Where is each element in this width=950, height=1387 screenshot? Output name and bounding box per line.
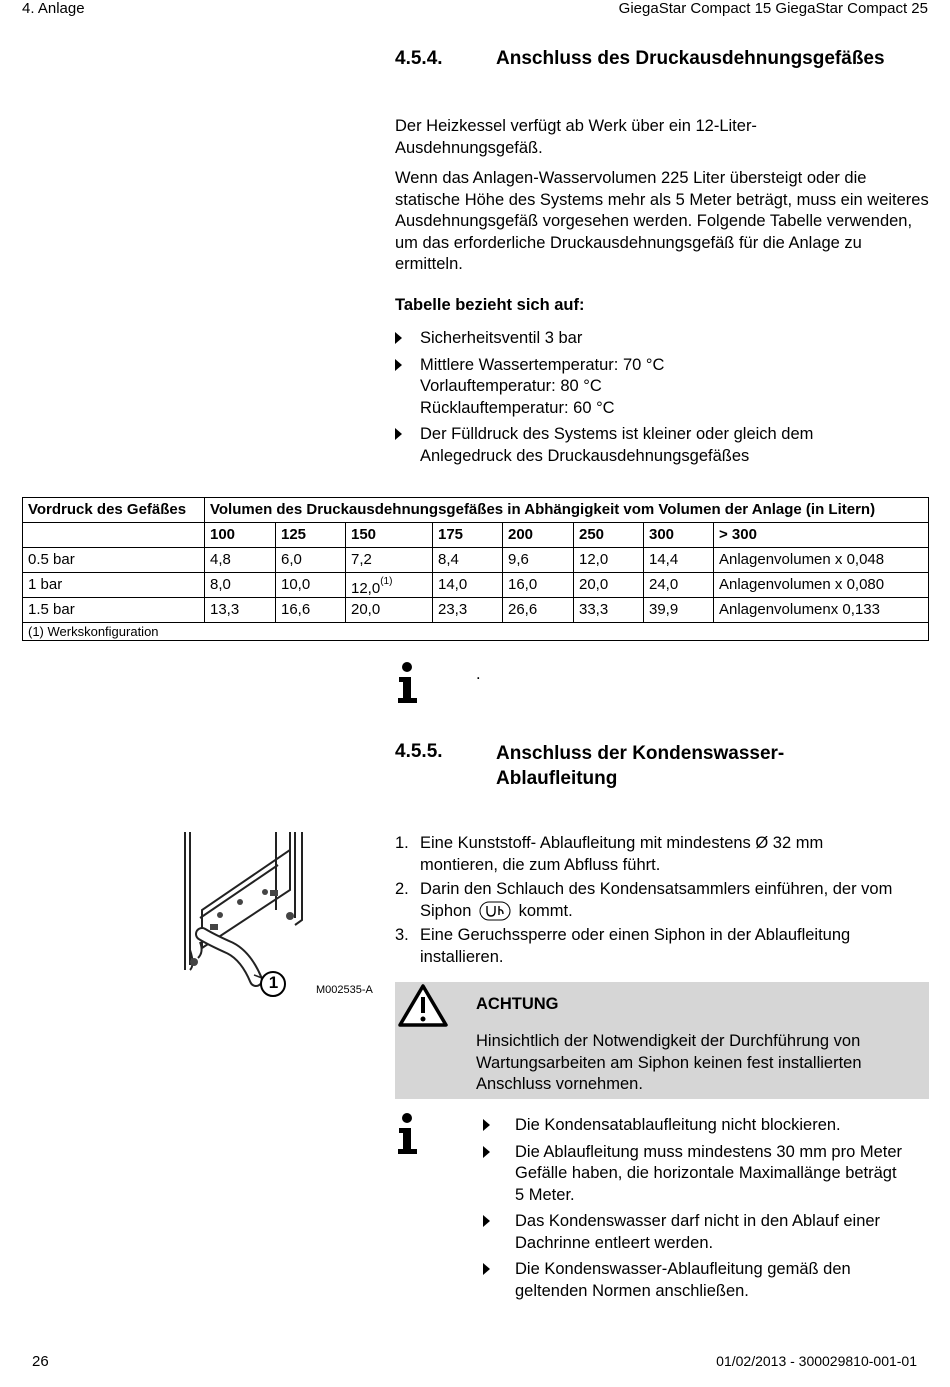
- table-cell: 39,9: [644, 598, 714, 623]
- footnote-mark: (1): [380, 575, 393, 587]
- table-cell: 16,0: [503, 573, 574, 598]
- table-row: [23, 598, 929, 623]
- list-item: Die Kondensatablaufleitung nicht blockieren.: [480, 1115, 935, 1137]
- table-header-cell: 125: [276, 523, 346, 548]
- table-header-cell: > 300: [714, 523, 929, 548]
- installation-steps: [395, 833, 935, 971]
- page-number: 26: [32, 1353, 49, 1370]
- table-cell: 20,0: [346, 598, 433, 623]
- table-cell: 7,2: [346, 548, 433, 573]
- section-number: 4.5.4.: [395, 48, 443, 69]
- table-header-cell: 250: [574, 523, 644, 548]
- table-cell: [23, 523, 205, 548]
- table-cell: 33,3: [574, 598, 644, 623]
- list-item: 3. Eine Geruchssperre oder einen Siphon in der Ablaufleitung installieren.: [395, 926, 851, 966]
- table-reference-heading: Tabelle bezieht sich auf:: [395, 296, 585, 314]
- table-row: [23, 548, 929, 573]
- list-item: Die Kondenswasser-Ablaufleitung gemäß den geltenden Normen anschließen.: [480, 1259, 935, 1302]
- table-header-pressure: Vordruck des Gefäßes: [23, 498, 205, 523]
- list-item: Mittlere Wassertemperatur: 70 °C Vorlauftemperatur: 80 °C Rücklauftemperatur: 60 °C: [395, 355, 935, 420]
- list-item: 2. Darin den Schlauch des Kondensatsammlers einführen, der vom Siphon kommt.: [395, 880, 893, 920]
- bullet-triangle-icon: [483, 1119, 490, 1131]
- table-header-cell: 150: [346, 523, 433, 548]
- table-cell: 4,8: [205, 548, 276, 573]
- list-item: Das Kondenswasser darf nicht in den Ablauf einer Dachrinne entleert werden.: [480, 1211, 935, 1254]
- table-cell: 10,0: [276, 573, 346, 598]
- siphon-icon: [479, 901, 511, 921]
- bullet-triangle-icon: [483, 1215, 490, 1227]
- table-cell: 14,0: [433, 573, 503, 598]
- section-number-2: 4.5.5.: [395, 741, 443, 762]
- bullet-triangle-icon: [395, 332, 402, 344]
- table-cell: [346, 573, 433, 598]
- info-text: .: [476, 665, 481, 683]
- warning-text: Hinsichtlich der Notwendigkeit der Durchführung von Wartungsarbeiten am Siphon keinen fest installierten Anschluss vornehmen.: [476, 1032, 862, 1093]
- bullet-triangle-icon: [395, 359, 402, 371]
- table-header-cell: 200: [503, 523, 574, 548]
- table-cell: 12,0: [574, 548, 644, 573]
- bullet-triangle-icon: [483, 1263, 490, 1275]
- list-item: Die Ablaufleitung muss mindestens 30 mm pro Meter Gefälle haben, die horizontale Maximallänge beträgt 5 Meter.: [480, 1142, 935, 1207]
- list-item: Der Fülldruck des Systems ist kleiner oder gleich dem Anlegedruck des Druckausdehnungsgefäßes: [395, 424, 935, 467]
- table-cell: 8,0: [205, 573, 276, 598]
- reference-list: [395, 328, 935, 472]
- table-cell: 24,0: [644, 573, 714, 598]
- table-header-volume: Volumen des Druckausdehnungsgefäßes in Abhängigkeit vom Volumen der Anlage (in Litern): [205, 498, 929, 523]
- table-cell: Anlagenvolumen x 0,048: [714, 548, 929, 573]
- info-icon: [396, 662, 420, 704]
- condensate-notes: [480, 1115, 935, 1307]
- table-header-cell: 300: [644, 523, 714, 548]
- list-item: 1. Eine Kunststoff- Ablaufleitung mit mindestens Ø 32 mm montieren, die zum Abfluss führt.: [395, 834, 824, 874]
- header-chapter: 4. Anlage: [22, 0, 85, 17]
- expansion-vessel-table: [22, 497, 929, 641]
- table-cell: 8,4: [433, 548, 503, 573]
- list-item: Sicherheitsventil 3 bar: [395, 328, 935, 350]
- volume-paragraph: Wenn das Anlagen-Wasservolumen 225 Liter übersteigt oder die statische Höhe des Systems mehr als 5 Meter beträgt, muss ein weiteres Ausdehnungsgefäß vorgesehen werden. Folgende Tabelle verwenden, um das erforderliche Druckausdehnungsgefäß für die Anlage zu ermitteln.: [395, 169, 929, 273]
- header-product: GiegaStar Compact 15 GiegaStar Compact 25: [618, 0, 928, 17]
- table-cell: 1.5 bar: [23, 598, 205, 623]
- table-row: [23, 573, 929, 598]
- table-header-cell: 100: [205, 523, 276, 548]
- table-cell: 9,6: [503, 548, 574, 573]
- table-cell: 16,6: [276, 598, 346, 623]
- table-cell: Anlagenvolumen x 0,080: [714, 573, 929, 598]
- info-icon: [396, 1113, 420, 1155]
- table-cell-value: 12,0: [351, 579, 381, 597]
- table-cell: 6,0: [276, 548, 346, 573]
- section-title: Anschluss des Druckausdehnungsgefäßes: [496, 48, 885, 69]
- table-header-cell: 175: [433, 523, 503, 548]
- table-cell: 14,4: [644, 548, 714, 573]
- table-cell: 20,0: [574, 573, 644, 598]
- warning-triangle-icon: [397, 983, 449, 1029]
- bullet-triangle-icon: [483, 1146, 490, 1158]
- table-cell: 26,6: [503, 598, 574, 623]
- figure-callout: 1: [268, 973, 279, 992]
- table-cell: 0.5 bar: [23, 548, 205, 573]
- warning-title: ACHTUNG: [476, 995, 559, 1013]
- table-cell: 1 bar: [23, 573, 205, 598]
- bullet-triangle-icon: [395, 428, 402, 440]
- table-cell: 13,3: [205, 598, 276, 623]
- document-id: 01/02/2013 - 300029810-001-01: [716, 1353, 917, 1369]
- intro-paragraph: Der Heizkessel verfügt ab Werk über ein 12-Liter-Ausdehnungsgefäß.: [395, 117, 757, 157]
- table-cell: Anlagenvolumenx 0,133: [714, 598, 929, 623]
- figure-code: M002535-A: [316, 984, 373, 996]
- table-cell: 23,3: [433, 598, 503, 623]
- section-title-2: Anschluss der Kondenswasser- Ablaufleitung: [496, 743, 785, 789]
- table-footnote: (1) Werkskonfiguration: [23, 623, 929, 641]
